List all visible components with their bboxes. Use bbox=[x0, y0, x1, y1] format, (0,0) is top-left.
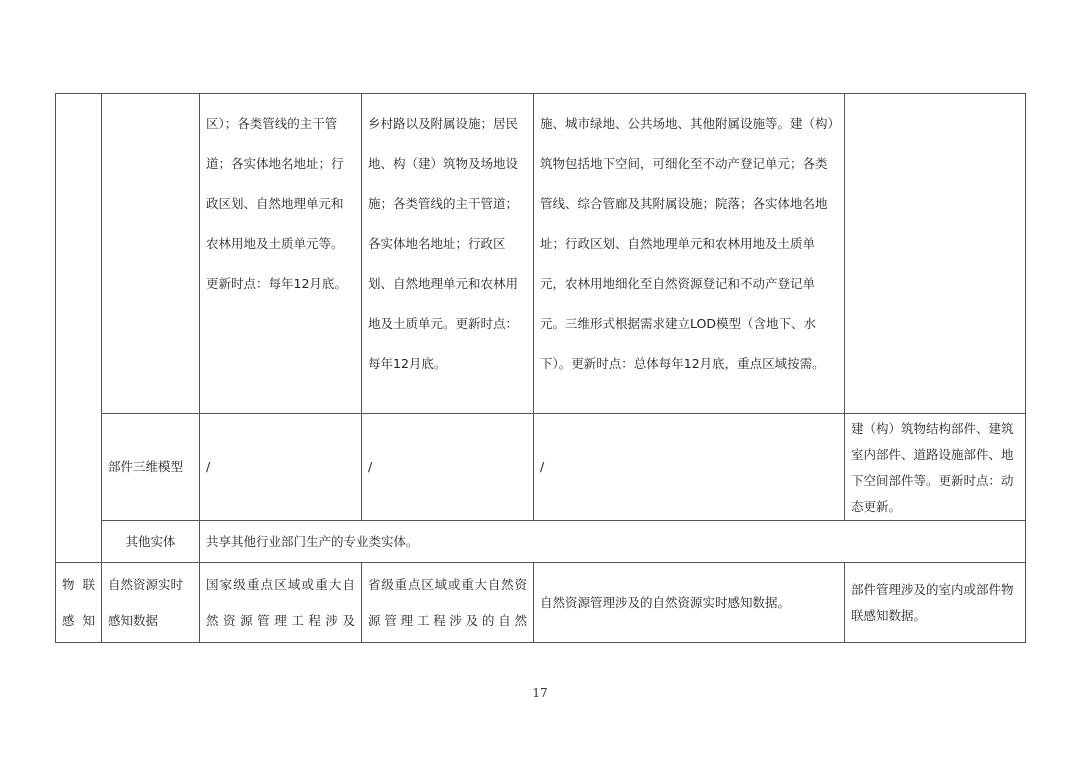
row4-category-cell bbox=[56, 563, 102, 643]
row3-label: 其他实体 bbox=[125, 533, 176, 549]
subcategory-cell-empty bbox=[102, 94, 200, 414]
row2-label-cell bbox=[102, 414, 200, 521]
row4-col4-cell bbox=[362, 563, 534, 643]
row4-category: 物联感知 bbox=[62, 577, 95, 628]
row2-col5-text: / bbox=[540, 459, 545, 474]
row4-col3-cell bbox=[200, 563, 362, 643]
data-table bbox=[55, 93, 1026, 643]
row3-content-text: 共享其他行业部门生产的专业类实体。 bbox=[206, 533, 419, 549]
row1-col4-text: 乡村路以及附属设施；居民地、构（建）筑物及场地设施；各类管线的主干管道；各实体地名地址；行政区划、自然地理单元和农林用地及土质单元。更新时点：每年12月底。 bbox=[368, 116, 519, 371]
category-cell-empty bbox=[56, 94, 102, 563]
table-row bbox=[56, 414, 1026, 521]
row1-col4-cell bbox=[362, 94, 534, 414]
row4-col5-text: 自然资源管理涉及的自然资源实时感知数据。 bbox=[540, 594, 791, 610]
row2-label: 部件三维模型 bbox=[108, 459, 184, 474]
row2-col6-cell bbox=[845, 414, 1026, 521]
row2-col3-text: / bbox=[206, 459, 211, 474]
row1-col6-text bbox=[845, 94, 1025, 104]
row4-label-cell bbox=[102, 563, 200, 643]
row1-col5-text: 施、城市绿地、公共场地、其他附属设施等。建（构）筑物包括地下空间，可细化至不动产登记单元；各类管线、综合管廊及其附属设施；院落；各实体地名地址；行政区划、自然地理单元和农林用地及土质单元，农林用地细化至自然资源登记和不动产登记单元。三维形式根据需求建立LOD模型（含地下、水下）。更新时点：总体每年12月底，重点区域按需。 bbox=[540, 116, 834, 371]
row2-col4-cell bbox=[362, 414, 534, 521]
row4-label: 自然资源实时感知数据 bbox=[108, 577, 184, 628]
row2-col3-cell bbox=[200, 414, 362, 521]
row3-label-cell bbox=[102, 521, 200, 563]
page-number: 17 bbox=[532, 686, 548, 700]
row4-col6-cell bbox=[845, 563, 1026, 643]
row3-content-cell bbox=[200, 521, 1026, 563]
row1-col5-cell bbox=[534, 94, 845, 414]
table-row bbox=[56, 94, 1026, 414]
row2-col5-cell bbox=[534, 414, 845, 521]
row1-col3-text: 区）；各类管线的主干管道；各实体地名地址；行政区划、自然地理单元和农林用地及土质单元等。更新时点：每年12月底。 bbox=[206, 116, 347, 291]
row2-col6-text: 建（构）筑物结构部件、建筑室内部件、道路设施部件、地下空间部件等。更新时点：动态更新。 bbox=[851, 421, 1014, 514]
row1-col3-cell bbox=[200, 94, 362, 414]
row4-col6-text: 部件管理涉及的室内或部件物联感知数据。 bbox=[851, 581, 1014, 623]
table-row bbox=[56, 521, 1026, 563]
table-row bbox=[56, 563, 1026, 643]
row4-col5-cell bbox=[534, 563, 845, 643]
row2-col4-text: / bbox=[368, 459, 373, 474]
row4-col4-text: 省级重点区域或重大自然资源管理工程涉及的自然 bbox=[368, 577, 527, 628]
row4-col3-text: 国家级重点区域或重大自然资源管理工程涉及 bbox=[206, 577, 355, 628]
row1-col6-cell bbox=[845, 94, 1026, 414]
